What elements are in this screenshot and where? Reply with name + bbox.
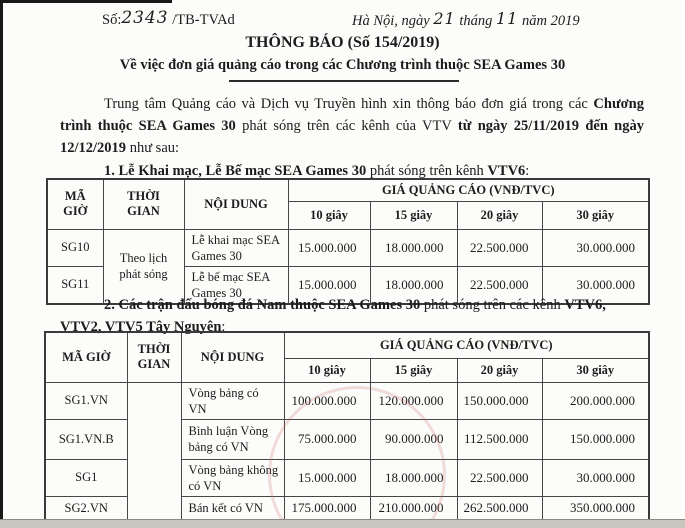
cell-price-15s: 120.000.000 [370, 382, 457, 419]
cell-content: Bán kết có VN [181, 496, 284, 520]
cell-price-10s: 175.000.000 [284, 496, 370, 520]
header-30s: 30 giây [542, 358, 649, 382]
intro-bold-program: Chương trình thuộc SEA Games 30 [60, 96, 644, 134]
cell-price-10s: 15.000.000 [288, 266, 370, 304]
header-10s: 10 giây [284, 358, 370, 382]
cell-price-20s: 22.500.000 [457, 229, 542, 266]
header-gia-quang-cao: GIÁ QUẢNG CÁO (VNĐ/TVC) [288, 179, 649, 201]
scan-bottom-strip [0, 519, 685, 528]
section-1-colon: : [525, 163, 530, 179]
cell-price-10s: 15.000.000 [284, 459, 370, 496]
header-15s: 15 giây [370, 358, 457, 382]
section-2-bold: 2. Các trận đấu bóng đá Nam thuộc SEA Games 30 [104, 297, 421, 313]
date-month-label: tháng [459, 13, 493, 29]
intro-text-2: phát sóng trên các kênh của VTV [235, 118, 458, 134]
date-month-handwritten: 11 [496, 9, 519, 28]
section-2-channels: VTV6, VTV2, VTV5 Tây Nguyên [60, 297, 606, 335]
cell-price-10s: 75.000.000 [284, 419, 370, 459]
header-ma-gio: MÃ GIỜ [45, 332, 127, 382]
intro-paragraph [60, 93, 644, 159]
scan-left-edge [0, 0, 3, 528]
intro-text-3: như sau: [126, 140, 180, 156]
doc-number-handwritten: 2343 [121, 8, 169, 28]
date-year: năm 2019 [521, 13, 580, 29]
table-ceremony-prices [46, 178, 650, 305]
cell-code: SG2.VN [45, 496, 127, 520]
header-30s: 30 giây [542, 201, 649, 229]
cell-price-30s: 150.000.000 [542, 419, 649, 459]
intro-bold-dates: từ ngày 25/11/2019 đến ngày 12/12/2019 [60, 118, 644, 156]
cell-content: Bình luận Vòng bảng có VN [181, 419, 284, 459]
cell-price-30s: 200.000.000 [542, 382, 649, 419]
cell-price-30s: 30.000.000 [542, 459, 649, 496]
cell-price-20s: 112.500.000 [457, 419, 542, 459]
doc-subtitle: Về việc đơn giá quảng cáo trong các Chương trình thuộc SEA Games 30 [119, 57, 566, 73]
header-thoi-gian: THỜI GIAN [127, 332, 181, 382]
cell-content: Vòng bảng có VN [181, 382, 284, 419]
section-1-regular: phát sóng trên kênh [366, 163, 488, 179]
table-row [47, 179, 649, 201]
cell-code: SG11 [47, 266, 103, 304]
table-row [45, 382, 649, 419]
cell-price-10s: 15.000.000 [288, 229, 370, 266]
cell-price-20s: 22.500.000 [457, 459, 542, 496]
section-1-channel: VTV6 [487, 163, 526, 179]
date-lead: Hà Nội, ngày [352, 13, 430, 29]
cell-price-15s: 18.000.000 [370, 229, 457, 266]
header-15s: 15 giây [370, 201, 457, 229]
cell-price-20s: 262.500.000 [457, 496, 542, 520]
cell-price-15s: 210.000.000 [370, 496, 457, 520]
header-20s: 20 giây [457, 201, 542, 229]
header-ma-gio: MÃ GIỜ [47, 179, 103, 229]
table-football-prices-wrapper [44, 331, 652, 521]
cell-code: SG1.VN.B [45, 419, 127, 459]
cell-schedule: Theo lịch phát sóng [103, 229, 184, 304]
cell-code: SG10 [47, 229, 103, 266]
cell-price-10s: 100.000.000 [284, 382, 370, 419]
cell-price-15s: 90.000.000 [370, 419, 457, 459]
cell-code: SG1 [45, 459, 127, 496]
place-date-line [352, 10, 580, 30]
cell-price-15s: 18.000.000 [370, 266, 457, 304]
doc-number-suffix: /TB-TVAd [172, 12, 235, 28]
table-football-prices [44, 331, 650, 521]
cell-price-30s: 350.000.000 [542, 496, 649, 520]
cell-content: Vòng bảng không có VN [181, 459, 284, 496]
section-2-regular: phát sóng trên các kênh [420, 297, 565, 313]
header-20s: 20 giây [457, 358, 542, 382]
header-noi-dung: NỘI DUNG [184, 179, 288, 229]
cell-content: Lễ bế mạc SEA Games 30 [184, 266, 288, 304]
cell-code: SG1.VN [45, 382, 127, 419]
doc-title: THÔNG BÁO (Số 154/2019) [245, 34, 440, 51]
cell-price-20s: 150.000.000 [457, 382, 542, 419]
cell-price-15s: 18.000.000 [370, 459, 457, 496]
cell-price-30s: 30.000.000 [542, 266, 649, 304]
section-2-colon: : [221, 319, 226, 335]
scan-top-edge [0, 0, 172, 3]
cell-content: Lễ khai mạc SEA Games 30 [184, 229, 288, 266]
table-row [47, 229, 649, 266]
header-gia-quang-cao: GIÁ QUẢNG CÁO (VNĐ/TVC) [284, 332, 649, 358]
cell-schedule [127, 382, 181, 521]
header-thoi-gian: THỜI GIAN [103, 179, 184, 229]
header-noi-dung: NỘI DUNG [181, 332, 284, 382]
date-day-handwritten: 21 [433, 9, 456, 28]
doc-number-line [102, 9, 235, 29]
cell-price-30s: 30.000.000 [542, 229, 649, 266]
table-row [45, 332, 649, 358]
doc-number-label: Số: [102, 12, 122, 28]
section-1-bold: 1. Lễ Khai mạc, Lễ Bế mạc SEA Games 30 [104, 163, 367, 179]
header-10s: 10 giây [288, 201, 370, 229]
subtitle-underline [229, 80, 459, 82]
cell-price-20s: 22.500.000 [457, 266, 542, 304]
intro-text: Trung tâm Quảng cáo và Dịch vụ Truyền hình xin thông báo đơn giá trong các [104, 96, 594, 112]
